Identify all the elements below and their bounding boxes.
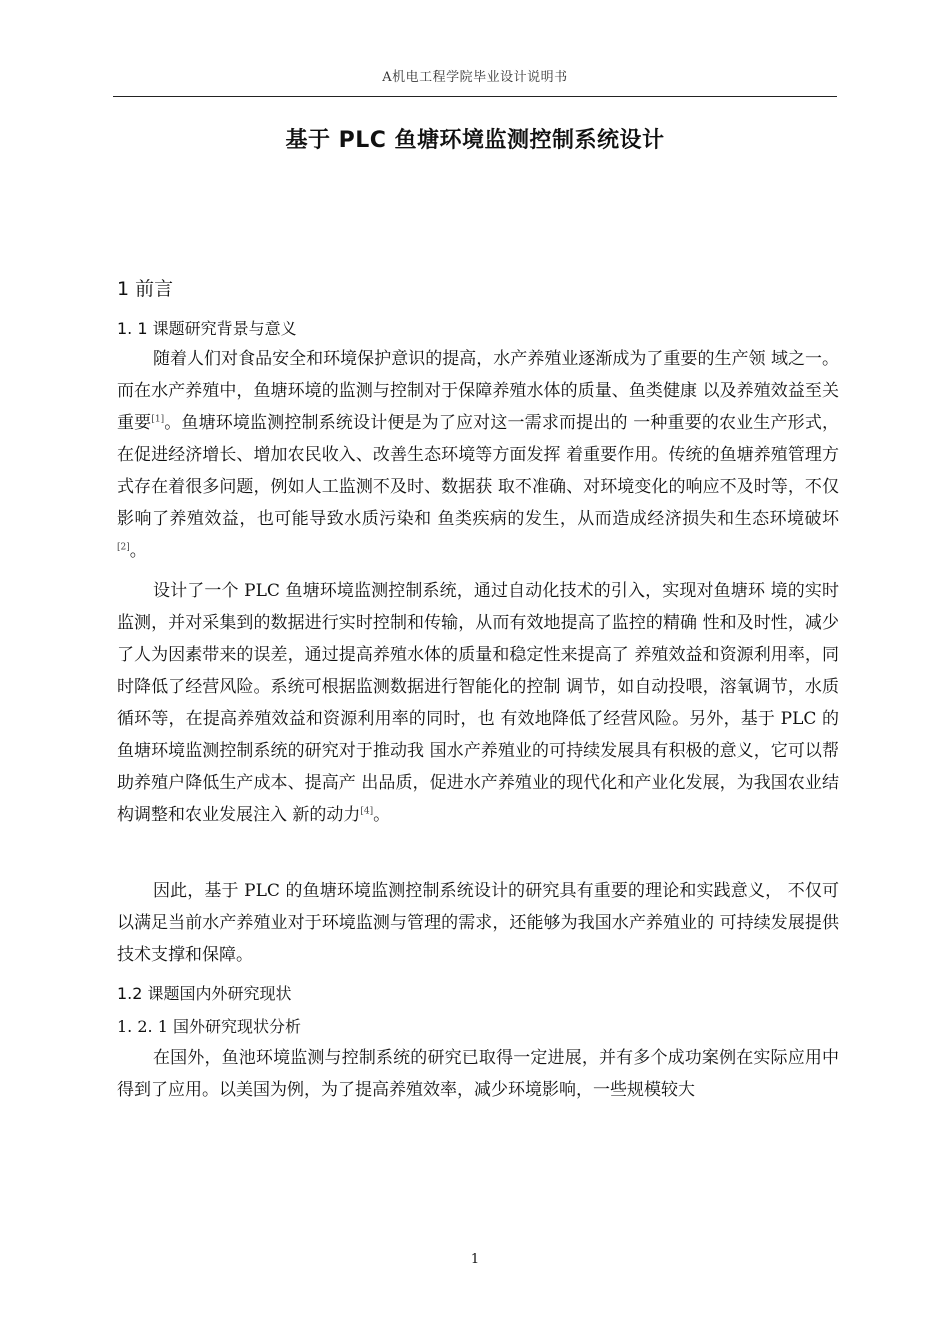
section-heading-introduction: 1 前言	[117, 278, 174, 300]
paragraph-text: 设计了一个 PLC 鱼塘环境监测控制系统，通过自动化技术的引入，实现对鱼塘环 境的实时监测，并对采集到的数据进行实时控制和传输，从而有效地提高了监控的精确 性和及时性，减少了人为因素带来的误差，通过提高养殖水体的质量和稳定性来提高了 养殖效益和资源利用率，同时降低了经营风险。系统可根据监测数据进行智能化的控制 调节，如自动投喂，溶氧调节，水质循环等，在提高养殖效益和资源利用率的同时，也 有效地降低了经营风险。另外，基于 PLC 的鱼塘环境监测控制系统的研究对于推动我 国水产养殖业的可持续发展具有积极的意义，它可以帮助养殖户降低生产成本、提高产 出品质，促进水产养殖业的现代化和产业化发展，为我国农业结构调整和农业发展注入 新的动力	[117, 581, 839, 825]
paragraph-background-3: 因此，基于 PLC 的鱼塘环境监测控制系统设计的研究具有重要的理论和实践意义， 不仅可以满足当前水产养殖业对于环境监测与管理的需求，还能够为我国水产养殖业的 可持续发展提供技术支撑和保障。	[117, 881, 839, 965]
paragraph-background-1	[117, 343, 839, 567]
subsection-heading-background: 1. 1 课题研究背景与意义	[117, 319, 297, 338]
paragraph-text: 。	[373, 805, 391, 825]
subsection-heading-research-status: 1.2 课题国内外研究现状	[117, 984, 292, 1003]
subsubsection-heading-foreign-research: 1. 2. 1 国外研究现状分析	[117, 1017, 301, 1036]
running-header: A机电工程学院毕业设计说明书	[382, 70, 568, 85]
citation-marker: [2]	[117, 542, 130, 553]
paragraph-text: 。	[129, 541, 147, 561]
paragraph-foreign-research: 在国外，鱼池环境监测与控制系统的研究已取得一定进展，并有多个成功案例在实际应用中得到了应用。以美国为例，为了提高养殖效率，减少环境影响，一些规模较大	[117, 1048, 839, 1100]
citation-marker: [4]	[360, 806, 374, 817]
paragraph-background-2	[117, 575, 839, 831]
page-number: 1	[470, 1252, 480, 1267]
document-title: 基于 PLC 鱼塘环境监测控制系统设计	[285, 128, 665, 153]
paragraph-text: 。鱼塘环境监测控制系统设计便是为了应对这一需求而提出的 一种重要的农业生产形式，在促进经济增长、增加农民收入、改善生态环境等方面发挥 着重要作用。传统的鱼塘养殖管理方式存在着很多问题，例如人工监测不及时、数据获 取不准确、对环境变化的响应不及时等，不仅影响了养殖效益，也可能导致水质污染和 鱼类疾病的发生，从而造成经济损失和生态环境破坏	[117, 413, 839, 529]
paragraph-text: 随着人们对食品安全和环境保护意识的提高，水产养殖业逐渐成为了重要的生产领 域之一。而在水产养殖中，鱼塘环境的监测与控制对于保障养殖水体的质量、鱼类健康 以及养殖效益至关重要	[117, 349, 839, 433]
header-divider	[113, 96, 837, 97]
citation-marker: [1]	[151, 414, 165, 425]
